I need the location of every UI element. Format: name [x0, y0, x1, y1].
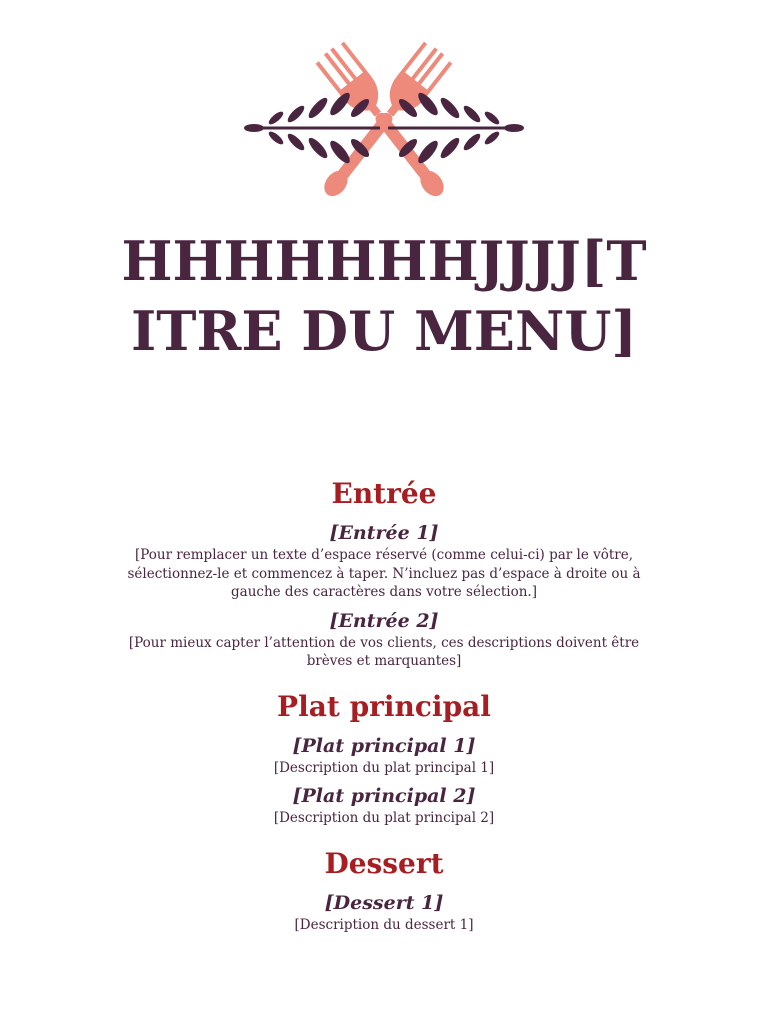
item-name: [Entrée 2] — [329, 609, 439, 632]
item-description: [Pour mieux capter l’attention de vos clients, ces descriptions doivent être brèves et marquantes] — [128, 634, 640, 669]
item-name: [Entrée 1] — [329, 522, 439, 544]
section-entree — [120, 474, 648, 671]
item-description: [Description du plat principal 1] — [273, 759, 495, 776]
section-heading: Dessert — [324, 846, 444, 880]
item-description: [Description du plat principal 2] — [273, 810, 495, 826]
item-name: [Dessert 1] — [324, 891, 444, 914]
section-heading: Plat principal — [277, 689, 491, 723]
item-description: [Description du dessert 1] — [294, 916, 474, 933]
crossed-forks-with-branches-icon — [234, 28, 534, 216]
item-name: [Plat principal 2] — [292, 785, 476, 807]
item-name: [Plat principal 1] — [292, 734, 476, 757]
section-dessert — [120, 844, 648, 935]
item-description: [Pour remplacer un texte d’espace réservé (comme celui-ci) par le vôtre, sélectionnez-le et commencez à taper. N’incluez pas d’espace à droite ou à gauche des caractères dans votre sélection.] — [127, 547, 641, 600]
menu-title: HHHHHHHJJJJ[TITRE DU MENU] — [121, 229, 647, 363]
section-plat-principal — [120, 687, 648, 828]
menu-sections — [120, 474, 648, 934]
section-heading: Entrée — [331, 477, 437, 510]
